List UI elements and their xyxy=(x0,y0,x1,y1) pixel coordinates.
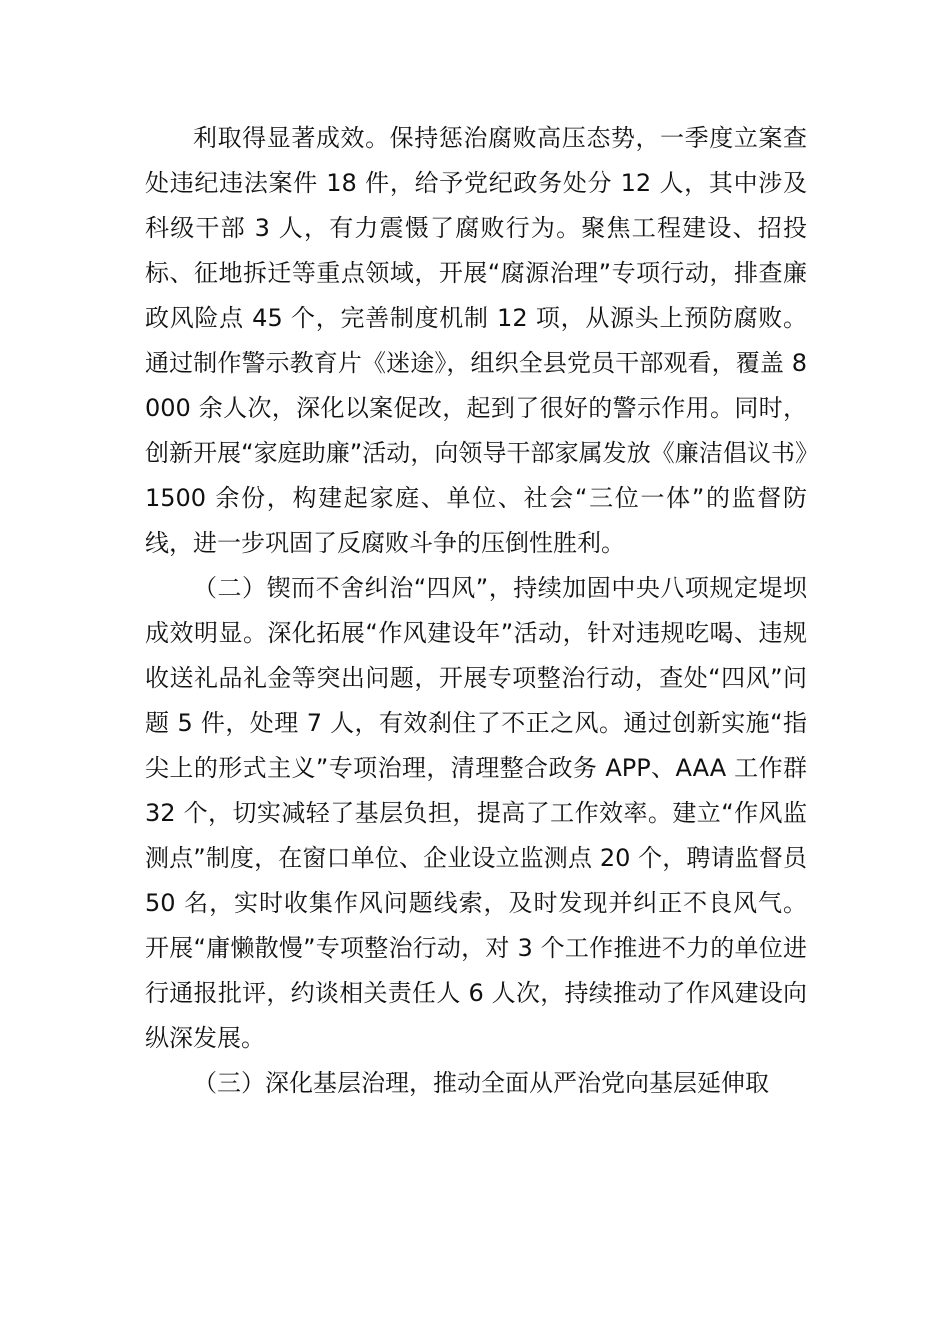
paragraph-2: （二）锲而不舍纠治“四风”，持续加固中央八项规定堤坝成效明显。深化拓展“作风建设年”活动，针对违规吃喝、违规收送礼品礼金等突出问题，开展专项整治行动，查处“四风”问题 5 件，处理 7 人，有效刹住了不正之风。通过创新实施“指尖上的形式主义”专项治理，清理整合政务 APP、AAA 工作群 32 个，切实减轻了基层负担，提高了工作效率。建立“作风监测点”制度，在窗口单位、企业设立监测点 20 个，聘请监督员 50 名，实时收集作风问题线索，及时发现并纠正不良风气。开展“庸懒散慢”专项整治行动，对 3 个工作推进不力的单位进行通报批评，约谈相关责任人 6 人次，持续推动了作风建设向纵深发展。 xyxy=(145,574,807,1052)
document-body xyxy=(145,116,807,1106)
paragraph-1: 利取得显著成效。保持惩治腐败高压态势，一季度立案查处违纪违法案件 18 件，给予党纪政务处分 12 人，其中涉及科级干部 3 人，有力震慑了腐败行为。聚焦工程建设、招投标、征地拆迁等重点领域，开展“腐源治理”专项行动，排查廉政风险点 45 个，完善制度机制 12 项，从源头上预防腐败。通过制作警示教育片《迷途》，组织全县党员干部观看，覆盖 8000 余人次，深化以案促改，起到了很好的警示作用。同时，创新开展“家庭助廉”活动，向领导干部家属发放《廉洁倡议书》1500 余份，构建起家庭、单位、社会“三位一体”的监督防线，进一步巩固了反腐败斗争的压倒性胜利。 xyxy=(145,124,807,557)
paragraph-3: （三）深化基层治理，推动全面从严治党向基层延伸取 xyxy=(193,1069,769,1097)
